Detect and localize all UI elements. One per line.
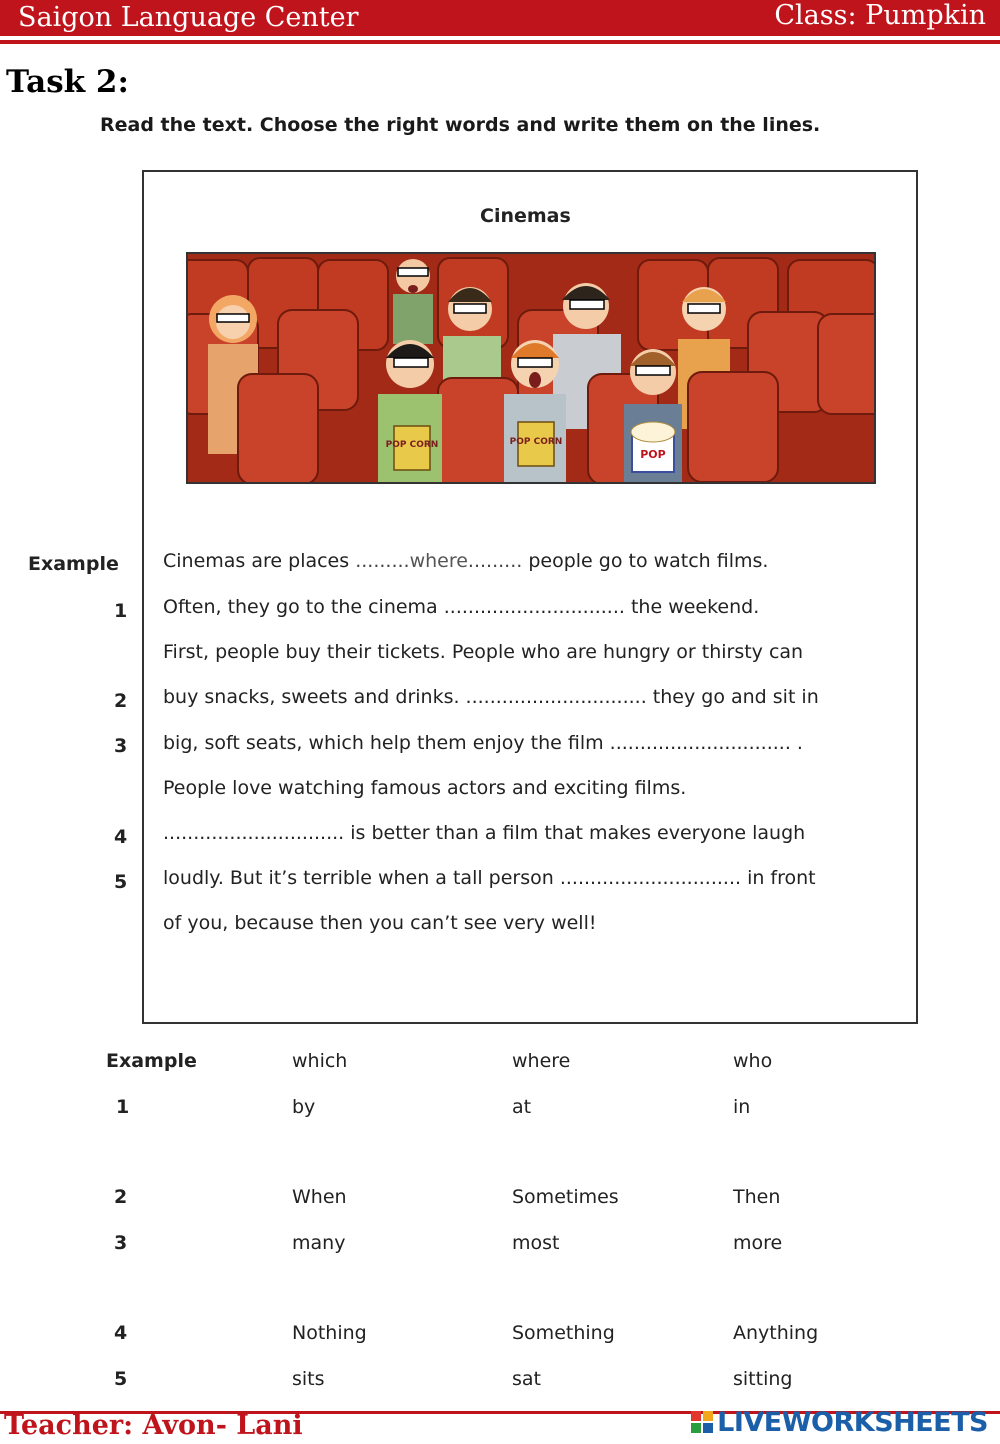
line-number-2: 2 [114, 690, 128, 712]
option-b: Sometimes [512, 1186, 619, 1208]
option-c: in [733, 1096, 751, 1118]
reading-line-continued-2: People love watching famous actors and exciting films. [163, 777, 687, 799]
header-divider [0, 40, 1000, 44]
line-number-4: 4 [114, 826, 128, 848]
example-blank-right: ......... [467, 550, 523, 572]
option-a: Nothing [292, 1322, 367, 1344]
option-b: where [512, 1050, 571, 1072]
teacher-name: Teacher: Avon- Lani [4, 1410, 303, 1441]
option-c: more [733, 1232, 783, 1254]
option-c: who [733, 1050, 773, 1072]
reading-title: Cinemas [480, 205, 571, 227]
line-number-3: 3 [114, 735, 128, 757]
option-c: Then [733, 1186, 781, 1208]
popcorn-label-1: POP CORN [385, 440, 439, 450]
option-row-label: 4 [114, 1322, 128, 1344]
task-title: Task 2: [6, 64, 129, 100]
cinema-scene-svg [188, 254, 874, 482]
line-number-5: 5 [114, 871, 128, 893]
option-a: sits [292, 1368, 325, 1390]
option-row-label: 3 [114, 1232, 128, 1254]
reading-line-continued-3: of you, because then you can’t see very well! [163, 912, 597, 934]
popcorn-label-2: POP CORN [509, 437, 563, 447]
option-row-label: 2 [114, 1186, 128, 1208]
option-a: by [292, 1096, 316, 1118]
class-label: Class: Pumpkin [774, 0, 986, 31]
liveworksheets-logo-icon [691, 1411, 713, 1433]
reading-line-2: buy snacks, sweets and drinks. .............................. they go and sit in [163, 686, 819, 708]
option-c: Anything [733, 1322, 819, 1344]
reading-line-5: loudly. But it’s terrible when a tall person .............................. in front [163, 867, 816, 889]
header-bar [0, 0, 1000, 36]
option-a: which [292, 1050, 348, 1072]
reading-line-3: big, soft seats, which help them enjoy the film .............................. . [163, 732, 803, 754]
liveworksheets-logo-text: LIVEWORKSHEETS [717, 1406, 988, 1438]
line-number-1: 1 [114, 600, 128, 622]
option-b: most [512, 1232, 560, 1254]
option-c: sitting [733, 1368, 793, 1390]
option-b: at [512, 1096, 532, 1118]
school-name: Saigon Language Center [18, 2, 359, 33]
popcorn-label-3: POP [640, 448, 666, 461]
option-a: When [292, 1186, 347, 1208]
option-row-label: Example [106, 1050, 197, 1072]
example-blank-left: ......... [355, 550, 410, 572]
task-instruction: Read the text. Choose the right words and write them on the lines. [100, 114, 821, 136]
option-b: sat [512, 1368, 541, 1390]
example-pre-text: Cinemas are places [163, 550, 356, 572]
reading-line-1: Often, they go to the cinema .............................. the weekend. [163, 596, 760, 618]
reading-line-continued-1: First, people buy their tickets. People who are hungry or thirsty can [163, 641, 804, 663]
reading-line-example [163, 550, 768, 572]
example-label: Example [28, 553, 119, 575]
example-answer: where [409, 550, 468, 572]
option-b: Something [512, 1322, 615, 1344]
example-post-text: people go to watch films. [522, 550, 769, 572]
cinema-illustration [186, 252, 876, 484]
option-a: many [292, 1232, 346, 1254]
option-row-label: 5 [114, 1368, 128, 1390]
liveworksheets-logo[interactable] [691, 1404, 988, 1440]
reading-line-4: .............................. is better than a film that makes everyone laugh [163, 822, 806, 844]
option-row-label: 1 [116, 1096, 130, 1118]
